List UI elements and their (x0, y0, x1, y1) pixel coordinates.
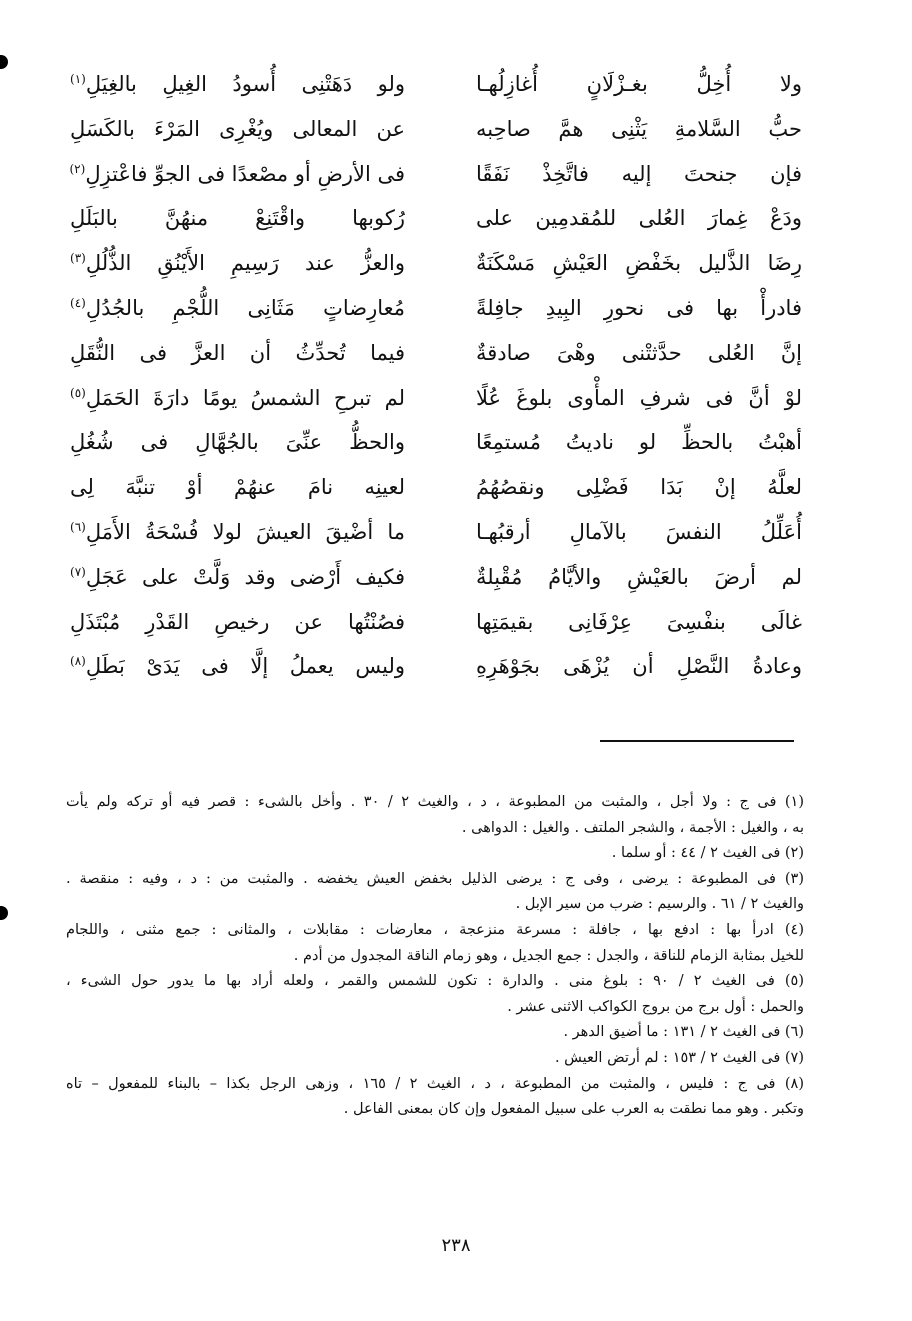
verse-second-text: رُكوبها واقْتَنِعْ منهُنَّ بالبَلَلِ (70, 206, 405, 231)
footnote-line: وتكبر . وهو مما نطقت به العرب على سبيل المفعول وإن كان بمعنى الفاعل . (343, 1101, 804, 1118)
verse (60, 241, 802, 286)
verse-first-hemistich: حبُّ السَّلامةِ يَثْنِى همَّ صاحِبه (476, 116, 802, 141)
verse-second-text: فكيف أَرْضى وقد وَلَّتْ على عَجَلِ (85, 564, 405, 589)
verse-second-text: فيما تُحدِّثُ أن العزَّ فى النُّقَلِ (70, 340, 405, 365)
verse-first-hemistich: لعلَّهُ إنْ بَدَا فَضْلِى ونقصُهُمُ (476, 475, 802, 500)
verse-second-hemistich (70, 465, 405, 509)
verse (60, 286, 802, 331)
verse-second-text: مُعارِضاتٍ مَثَانِى اللُّجْمِ بالجُدُلِ (85, 295, 405, 320)
verse-second-hemistich (70, 644, 405, 688)
verse (60, 107, 802, 152)
verse-second-text: فصُنْتُها عن رخيصِ القَدْرِ مُبْتَذَلِ (70, 609, 405, 634)
verse-first-hemistich: ودَعْ غِمارَ العُلى للمُقدمِين على (476, 206, 802, 231)
footnote-line: للخيل بمثابة الزمام للناقة ، والجدل : جمع الجديل ، وهو زمام الناقة المجدول من أدم . (293, 947, 804, 964)
verse-first-hemistich: غالَى بنفْسِىَ عِرْفَانِى بقيمَتِها (476, 609, 802, 634)
footnote-marker: (٣) (70, 251, 86, 266)
verse-first-hemistich: لم أرضَ بالعَيْشِ والأيَّامُ مُقْبِلةٌ (476, 564, 802, 589)
verse-second-text: ولو دَهَتْنِى أُسودُ الغِيلِ بالغِيَلِ (85, 72, 405, 96)
verse-first-hemistich: فادرأْ بها فى نحورِ البِيدِ جافِلةً (476, 295, 802, 320)
footnote-line: (٨) فى ج : فليس ، والمثبت من المطبوعة ، د ، الغيث ٢ / ١٦٥ ، وزهى الرجل بكذا – بالبناء للمفعول – تاه (66, 1075, 805, 1092)
verse-first-hemistich: وعادةُ النَّصْلِ أن يُزْهَى بجَوْهَرِهِ (476, 654, 802, 679)
footnote-line: (٤) ادرأ بها : ادفع بها ، جافلة : مسرعة منزعجة ، معارضات : مقابلات ، والمثانى : جمع مثنى ، واللجام (66, 921, 804, 938)
footnote-line: والحمل : أول برج من بروج الكواكب الاثنى عشر . (507, 998, 804, 1015)
footnote (66, 1072, 804, 1123)
verse-second-hemistich (70, 107, 405, 151)
verse-second-text: والحظُّ عنِّىَ بالجُهَّالِ فى شُغُلِ (70, 430, 405, 455)
footnote-line: به ، والغيل : الأجمة ، والشجر الملتف . والغيل : الدواهى . (461, 819, 804, 836)
footnote (66, 841, 804, 867)
footnote-marker: (٧) (70, 564, 86, 579)
footnote (66, 1046, 804, 1072)
footnote-marker: (٨) (70, 654, 86, 669)
verse-second-text: وليس يعملُ إلَّا فى يَدَىْ بَطَلِ (85, 654, 405, 679)
verse-second-hemistich (70, 376, 405, 420)
verse-second-hemistich (70, 600, 405, 644)
verse (60, 152, 802, 197)
footnote-marker: (١) (70, 72, 86, 86)
footnote-line: (١) فى ج : ولا أجل ، والمثبت من المطبوعة ، د ، والغيث ٢ / ٣٠ . وأخل بالشىء : قصر فيه أو تركه ولم يأت (66, 794, 805, 810)
footnotes (66, 790, 804, 1123)
poem (60, 62, 802, 689)
verse-first-hemistich: إنَّ العُلى حدَّثتْنى وهْىَ صادقةٌ (476, 340, 802, 365)
verse-first-hemistich: لوْ أنَّ فى شرفِ المأْوى بلوغَ عُلًا (476, 385, 802, 410)
footnote-line: (٣) فى المطبوعة : يرضى ، وفى ج : يرضى الذليل بخفض العيش يخفضه . والمثبت من : د ، وفيه : منقصة . (66, 870, 804, 887)
footnote (66, 867, 804, 918)
verse-second-hemistich (70, 241, 405, 285)
footnote-line: (٢) فى الغيث ٢ / ٤٤ : أو سلما . (611, 845, 804, 862)
verse-second-text: فى الأرضِ أو مصْعدًا فى الجوِّ فاعْتزِلِ (85, 161, 405, 186)
footnote-separator (600, 740, 794, 742)
verse (60, 555, 802, 600)
verse-second-hemistich (70, 196, 405, 240)
verse-second-text: لم تبرحِ الشمسُ يومًا دارَةَ الحَمَلِ (85, 385, 405, 410)
verse-first-hemistich: رِضَا الذَّليل بخَفْضِ العَيْشِ مَسْكَنَةٌ (476, 251, 802, 276)
verse (60, 420, 802, 465)
footnote-line: (٧) فى الغيث ٢ / ١٥٣ : لم أرتض العيش . (554, 1049, 804, 1066)
footnote-marker: (٥) (70, 385, 86, 400)
verse-first-hemistich: فإن جنحتَ إليه فاتَّخِذْ نَفَقًا (476, 161, 802, 186)
footnote (66, 918, 804, 969)
footnote (66, 1020, 804, 1046)
verse-second-text: والعزُّ عند رَسِيمِ الأَيْنُقِ الذُّلُلِ (85, 251, 405, 276)
verse-second-hemistich (70, 420, 405, 464)
verse-first-hemistich: ولا أُخِلُّ بغـزْلَانٍ أُغازِلُهـا (476, 72, 802, 96)
verse (60, 196, 802, 241)
verse-second-hemistich (70, 62, 405, 106)
footnote-line: (٥) فى الغيث ٢ / ٩٠ : بلوغ منى . والدارة : تكون للشمس والقمر ، ولعله أراد بها ما يدور حول الشىء ، (66, 973, 804, 990)
verse-first-hemistich: أُعَلِّلُ النفسَ بالآمالِ أرقبُهـا (476, 519, 802, 544)
verse (60, 62, 802, 107)
verse-second-hemistich (70, 152, 405, 196)
footnote-marker: (٦) (70, 519, 86, 534)
footnote (66, 969, 804, 1020)
footnote (66, 790, 804, 841)
verse (60, 644, 802, 689)
binding-mark (0, 55, 8, 69)
binding-mark (0, 906, 8, 920)
footnote-marker: (٢) (69, 161, 86, 176)
verse-second-text: عن المعالى ويُغْرِى المَرْءَ بالكَسَلِ (70, 116, 405, 141)
verse-second-hemistich (70, 510, 405, 554)
verse (60, 510, 802, 555)
footnote-line: والغيث ٢ / ٦١ . والرسيم : ضرب من سير الإبل . (515, 896, 804, 913)
verse-first-hemistich: أهبْتُ بالحظِّ لو ناديتُ مُستمِعًا (476, 430, 802, 455)
verse (60, 331, 802, 376)
verse-second-text: ما أضْيقَ العيشَ لولا فُسْحَةُ الأَمَلِ (85, 519, 405, 544)
footnote-marker: (٤) (70, 295, 86, 310)
verse (60, 376, 802, 421)
verse-second-hemistich (70, 331, 405, 375)
verse-second-hemistich (70, 286, 405, 330)
verse (60, 465, 802, 510)
page-number: ٢٣٨ (441, 1235, 471, 1256)
verse-second-hemistich (70, 555, 405, 599)
footnote-line: (٦) فى الغيث ٢ / ١٣١ : ما أضيق الدهر . (563, 1024, 804, 1041)
verse (60, 600, 802, 645)
verse-second-text: لعينِه نامَ عنهُمْ أوْ تنبَّهَ لِى (70, 475, 405, 500)
